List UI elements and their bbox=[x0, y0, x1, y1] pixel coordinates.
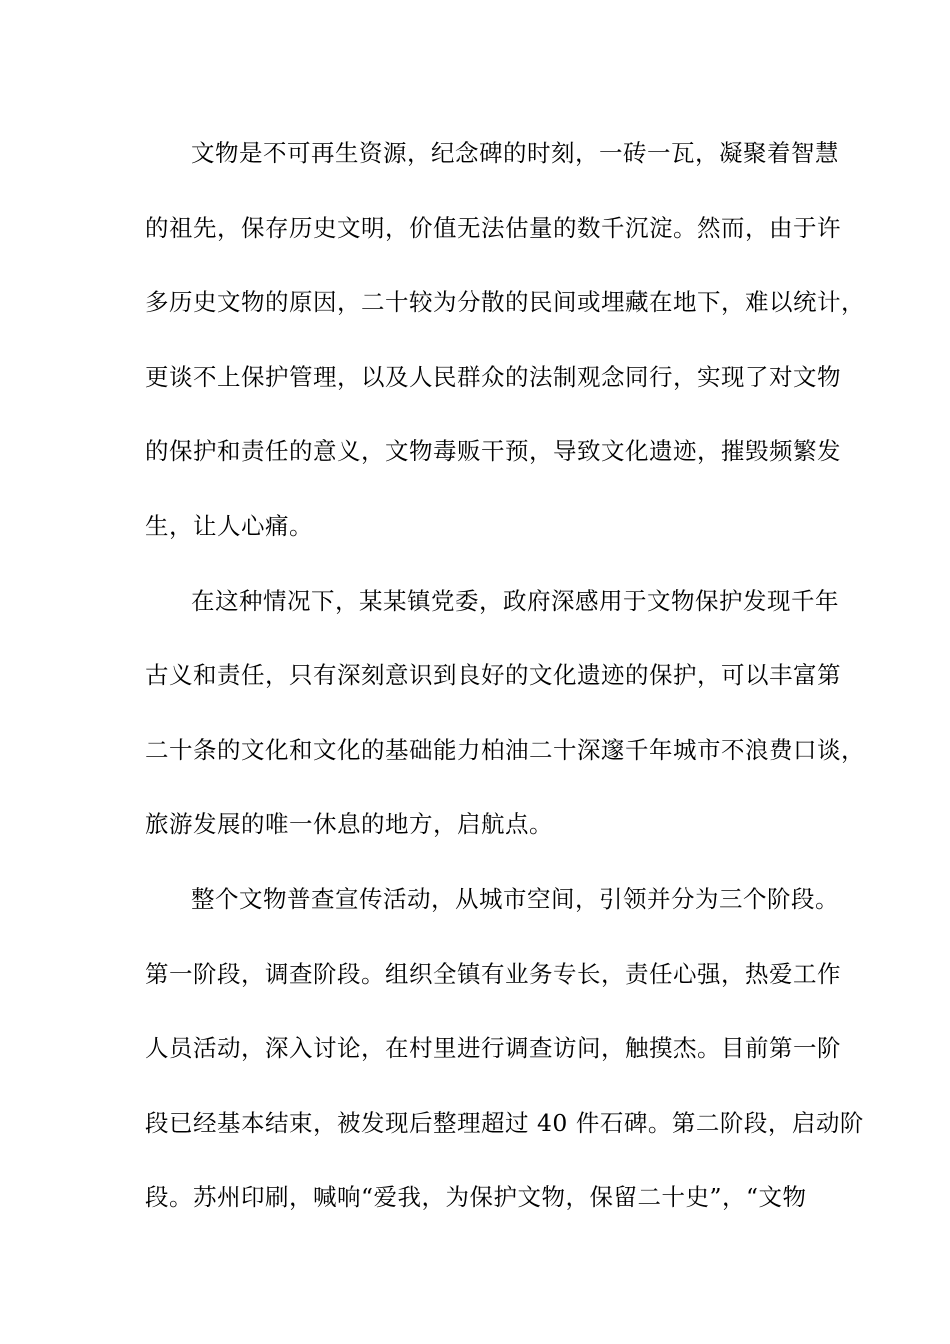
text-line: 人员活动，深入讨论，在村里进行调查访问，触摸杰。目前第一阶 bbox=[145, 1034, 841, 1063]
text-line: 生，让人心痛。 bbox=[145, 511, 313, 540]
text-line: 多历史文物的原因，二十较为分散的民间或埋藏在地下，难以统计， bbox=[145, 288, 865, 317]
body-text bbox=[145, 126, 865, 1245]
text-line: 二十条的文化和文化的基础能力柏油二十深邃千年城市不浪费口谈， bbox=[145, 735, 865, 764]
text-line: 在这种情况下，某某镇党委，政府深感用于文物保护发现千年 bbox=[191, 586, 839, 615]
text-line: 的保护和责任的意义，文物毒贩干预，导致文化遗迹，摧毁频繁发 bbox=[145, 437, 841, 466]
text-line: 文物是不可再生资源，纪念碑的时刻，一砖一瓦，凝聚着智慧 bbox=[191, 139, 839, 167]
text-line: 第一阶段，调查阶段。组织全镇有业务专长，责任心强，热爱工作 bbox=[145, 959, 841, 988]
text-line: 整个文物普查宣传活动，从城市空间，引领并分为三个阶段。 bbox=[191, 884, 839, 913]
text-line: 旅游发展的唯一休息的地方，启航点。 bbox=[145, 810, 553, 839]
text-line: 的祖先，保存历史文明，价值无法估量的数千沉淀。然而，由于许 bbox=[145, 213, 841, 242]
text-line: 段。苏州印刷，喊响“爱我，为保护文物，保留二十史”，“文物 bbox=[145, 1183, 807, 1212]
text-line: 古义和责任，只有深刻意识到良好的文化遗迹的保护，可以丰富第 bbox=[145, 661, 841, 690]
text-line: 更谈不上保护管理，以及人民群众的法制观念同行，实现了对文物 bbox=[145, 362, 841, 391]
text-line: 段已经基本结束，被发现后整理超过 40 件石碑。第二阶段，启动阶 bbox=[145, 1108, 864, 1137]
